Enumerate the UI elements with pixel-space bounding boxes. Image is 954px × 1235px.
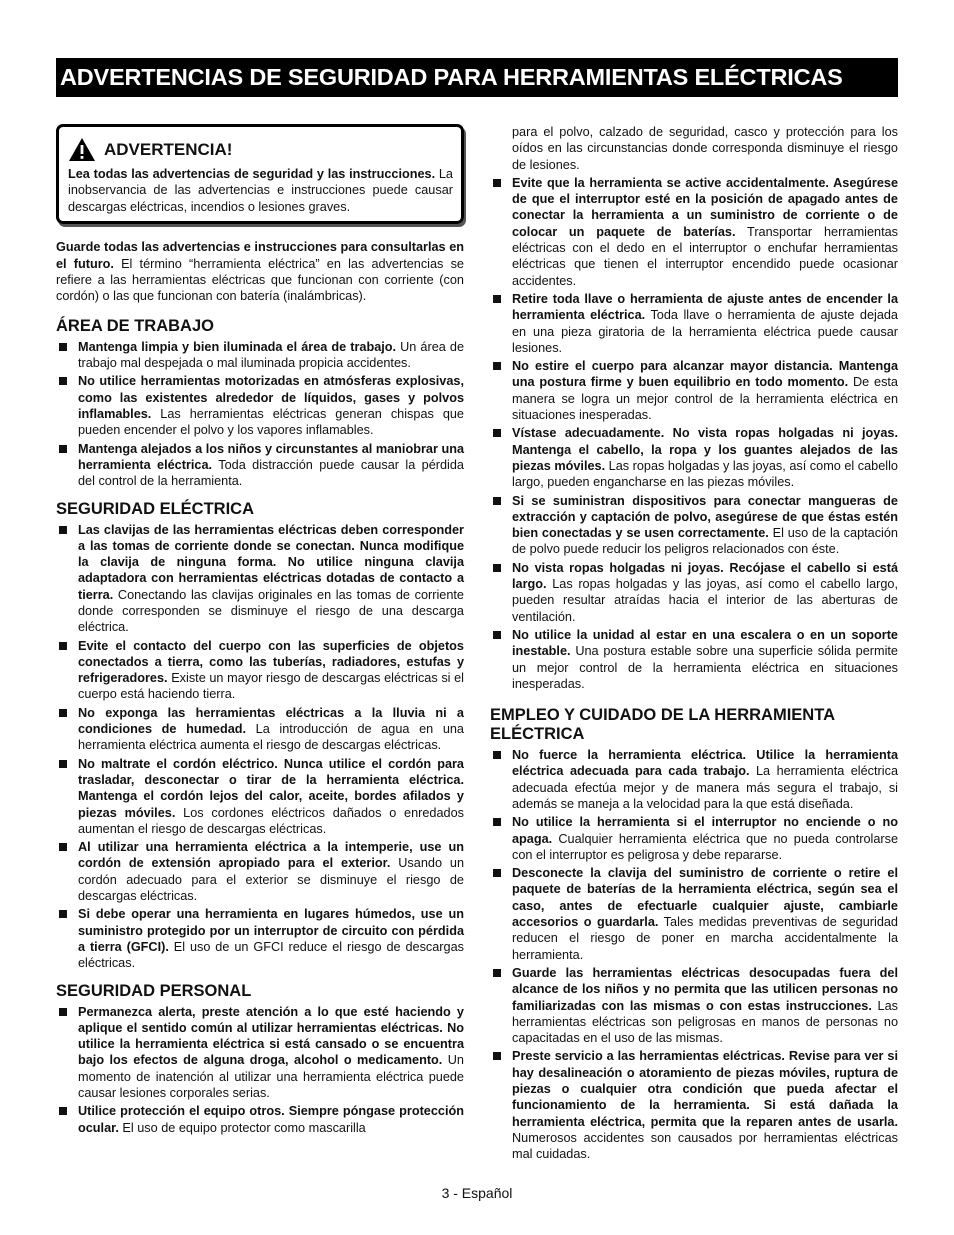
bullet-square-icon: [493, 969, 501, 977]
bullet-square-icon: [493, 564, 501, 572]
item-bold-text: Mantenga alejados a los niños y circunstantes al maniobrar una herramienta eléctrica.: [78, 441, 464, 472]
item-text: Un área de trabajo mal despejada o mal iluminada propicia accidentes.: [78, 339, 464, 371]
item-bold-text: Desconecte la clavija del suministro de corriente o retire el paquete de baterías de la herramienta eléctrica, según sea el caso, antes de efectuarle cualquier ajuste, cambiarle accesorios o guardarla.: [512, 866, 898, 930]
item-text: Tales medidas preventivas de seguridad reducen el riesgo de poner en marcha accidentalmente la herramienta.: [512, 915, 898, 962]
list-item: [490, 425, 898, 490]
left-column: [56, 124, 464, 1138]
list-item: [490, 175, 898, 289]
item-text: Las ropas holgadas y las joyas, así como el cabello largo, pueden engancharse en las piezas móviles.: [512, 458, 898, 490]
bullet-square-icon: [59, 445, 67, 453]
item-bold-text: No maltrate el cordón eléctrico. Nunca utilice el cordón para trasladar, desconectar o tirar de la herramienta eléctrica. Mantenga el cordón lejos del calor, aceite, bordes afilados y piezas móviles.: [78, 756, 464, 820]
bullet-square-icon: [493, 631, 501, 639]
right-column: [490, 124, 898, 1165]
list-item: [490, 814, 898, 863]
item-text: La herramienta eléctrica adecuada efectúa mejor y de manera más segura el trabajo, si además se maneja a la velocidad para la que está diseñada.: [512, 764, 898, 811]
bullet-square-icon: [59, 1008, 67, 1016]
bullet-square-icon: [59, 642, 67, 650]
list-item: [56, 756, 464, 837]
item-bold-text: Si se suministran dispositivos para conectar mangueras de extracción y captación de polvo, asegúrese de que éstas estén bien conectadas y se usen correctamente.: [512, 493, 898, 541]
item-bold-text: Evite el contacto del cuerpo con las superficies de objetos conectados a tierra, como las tuberías, radiadores, estufas y refrigeradores.: [78, 638, 464, 686]
item-bold-text: No fuerce la herramienta eléctrica. Utilice la herramienta eléctrica adecuada para cada trabajo.: [512, 748, 898, 779]
item-text: El uso de la captación de polvo puede reducir los peligros relacionados con éste.: [512, 526, 898, 557]
item-text: Toda llave o herramienta de ajuste dejada en una pieza giratoria de la herramienta eléctrica puede causar lesiones.: [512, 308, 898, 355]
list-item: [56, 839, 464, 904]
list-item: [56, 441, 464, 490]
item-text: Conectando las clavijas originales en las tomas de corriente donde corresponden se disminuye el riesgo de una descarga eléctrica.: [78, 587, 464, 635]
list-item: [490, 560, 898, 625]
item-text: Las ropas holgadas y las joyas, así como el cabello largo, pueden resultar atraídas hacia el interior de las aberturas de ventilación.: [512, 577, 898, 624]
item-bold-text: Si debe operar una herramienta en lugares húmedos, use un suministro protegido por un interruptor de circuito con pérdida a tierra (GFCI).: [78, 907, 464, 954]
heading-seguridad-personal: SEGURIDAD PERSONAL: [56, 981, 252, 1000]
list-item: [56, 638, 464, 703]
title-bar: [56, 58, 898, 97]
item-bold-text: Utilice protección el equipo otros. Siempre póngase protección ocular.: [78, 1104, 464, 1135]
list-empleo-cuidado: [490, 747, 898, 1162]
list-item: [56, 1004, 464, 1102]
item-bold-text: Las clavijas de las herramientas eléctricas deben corresponder a las tomas de corriente donde se conectan. Nunca modifique la clavija de ninguna forma. No utilice ninguna clavija adaptadora con herramientas eléctricas dotadas de contacto a tierra.: [78, 522, 464, 602]
list-item: [56, 705, 464, 754]
list-area-trabajo: [56, 339, 464, 490]
item-text: El uso de un GFCI reduce el riesgo de descargas eléctricas.: [78, 939, 464, 971]
warning-box: [56, 124, 464, 224]
warning-triangle-icon: [68, 137, 96, 162]
list-seguridad-electrica: [56, 522, 464, 972]
item-text: Cualquier herramienta eléctrica que no pueda controlarse con el interruptor es peligrosa y debe repararse.: [512, 831, 898, 862]
heading-seguridad-electrica: SEGURIDAD ELÉCTRICA: [56, 499, 255, 518]
list-item: [490, 358, 898, 423]
list-item: [56, 906, 464, 971]
warning-title: ADVERTENCIA!: [104, 139, 233, 159]
item-bold-text: Permanezca alerta, preste atención a lo que esté haciendo y aplique el sentido común al utilizar herramientas eléctricas. No utilice la herramienta eléctrica si está cansado o se encuentra bajo los efectos de alguna droga, alcohol o medicamento.: [78, 1004, 464, 1068]
list-item: [490, 865, 898, 963]
bullet-square-icon: [493, 869, 501, 877]
item-bold-text: No utilice herramientas motorizadas en atmósferas explosivas, como las existentes alrededor de líquidos, gases y polvos inflamables.: [78, 374, 464, 422]
warning-normal: La inobservancia de las advertencias e instrucciones puede causar descargas eléctricas, incendios o lesiones graves.: [68, 167, 453, 214]
item-text: La introducción de agua en una herramienta eléctrica aumenta el riesgo de descargas eléctricas.: [78, 722, 464, 753]
list-seguridad-personal-cont: [490, 175, 898, 692]
bullet-square-icon: [59, 526, 67, 534]
item-text: Toda distracción puede causar la pérdida del control de la herramienta.: [78, 457, 464, 489]
item-text: Transportar herramientas eléctricas con el dedo en el interruptor o enchufar herramientas eléctricas que tienen el interruptor encendido puede ocasionar accidentes.: [512, 224, 899, 288]
list-item: [56, 373, 464, 438]
list-item: [490, 627, 898, 692]
item-bold-text: No utilice la herramienta si el interruptor no enciende o no apaga.: [512, 815, 898, 846]
bullet-square-icon: [493, 295, 501, 303]
item-text: De esta manera se logra un mejor control de la herramienta eléctrica en situaciones inesperadas.: [512, 375, 898, 423]
list-item: [490, 291, 898, 356]
item-text: Las herramientas eléctricas generan chispas que pueden encender el polvo y los vapores inflamables.: [78, 407, 464, 438]
bullet-square-icon: [59, 1107, 67, 1115]
list-item: [490, 1048, 898, 1162]
item-text: Una postura estable sobre una superficie sólida permite un mejor control de la herramienta eléctrica en situaciones inesperadas.: [512, 644, 898, 691]
intro-paragraph: [56, 239, 464, 305]
list-item: [56, 339, 464, 372]
list-item: [490, 965, 898, 1046]
item-text: Un momento de inatención al utilizar una herramienta eléctrica puede causar lesiones corporales serias.: [78, 1053, 464, 1101]
bullet-square-icon: [493, 362, 501, 370]
item-bold-text: Preste servicio a las herramientas eléctricas. Revise para ver si hay desalineación o atoramiento de piezas móviles, ruptura de piezas o cualquier otra condición que pueda afectar el funcionamiento de la herramienta. Si está dañada la herramienta eléctrica, permita que la reparen antes de usarla.: [512, 1049, 898, 1129]
item-text: Las herramientas eléctricas son peligrosas en manos de personas no capacitadas en el uso de las mismas.: [512, 998, 898, 1046]
item-bold-text: Retire toda llave o herramienta de ajuste antes de encender la herramienta eléctrica.: [512, 291, 898, 323]
page-footer: 3 - Español: [441, 1185, 513, 1201]
bullet-square-icon: [493, 179, 501, 187]
item-bold-text: Mantenga limpia y bien iluminada el área de trabajo.: [78, 339, 397, 354]
list-item: [56, 1103, 464, 1136]
warning-bold: Lea todas las advertencias de seguridad y las instrucciones.: [68, 167, 436, 181]
bullet-square-icon: [493, 818, 501, 826]
bullet-square-icon: [59, 709, 67, 717]
intro-text: El término “herramienta eléctrica” en las advertencias se refiere a las herramientas eléctricas que funcionan con corriente (con cordón) o las que funcionan con batería (inalámbricas).: [56, 256, 464, 304]
bullet-square-icon: [59, 760, 67, 768]
bullet-square-icon: [493, 1052, 501, 1060]
item-bold-text: No vista ropas holgadas ni joyas. Recójase el cabello si está largo.: [512, 560, 898, 592]
item-text: Los cordones eléctricos dañados o enredados aumentan el riesgo de descargas eléctricas.: [78, 805, 464, 836]
list-seguridad-personal: [56, 1004, 464, 1136]
item-bold-text: No exponga las herramientas eléctricas a la lluvia ni a condiciones de humedad.: [78, 705, 464, 737]
item-text: Existe un mayor riesgo de descargas eléctricas si el cuerpo está haciendo tierra.: [78, 671, 464, 702]
bullet-square-icon: [493, 497, 501, 505]
item-text: El uso de equipo protector como mascarilla: [118, 1120, 366, 1135]
warning-text: [68, 166, 453, 215]
bullet-square-icon: [493, 429, 501, 437]
item-bold-text: Evite que la herramienta se active accidentalmente. Asegúrese de que el interruptor esté en la posición de apagado antes de conectar la herramienta a un suministro de corriente o de colocar un paquete de baterías.: [512, 175, 898, 239]
bullet-square-icon: [59, 343, 67, 351]
list-item: [490, 493, 898, 558]
warning-header: [68, 137, 453, 162]
item-text: Usando un cordón adecuado para el exterior se disminuye el riesgo de descargas eléctricas.: [78, 856, 464, 904]
page-title: ADVERTENCIAS DE SEGURIDAD PARA HERRAMIENTAS ELÉCTRICAS: [60, 64, 843, 90]
heading-empleo-cuidado: EMPLEO Y CUIDADO DE LA HERRAMIENTA ELÉCTRICA: [490, 706, 835, 744]
bullet-square-icon: [59, 910, 67, 918]
heading-area-trabajo: ÁREA DE TRABAJO: [56, 316, 214, 335]
list-item: [56, 522, 464, 636]
item-text: Numerosos accidentes son causados por herramientas eléctricas mal cuidadas.: [512, 1130, 898, 1162]
intro-bold: Guarde todas las advertencias e instrucciones para consultarlas en el futuro.: [56, 240, 464, 271]
item-bold-text: No utilice la unidad al estar en una escalera o en un soporte inestable.: [512, 627, 898, 659]
continued-text: para el polvo, calzado de seguridad, casco y protección para los oídos en las circunstancias donde corresponda disminuye el riesgo de lesiones.: [512, 125, 898, 172]
list-item: [490, 747, 898, 812]
item-bold-text: Al utilizar una herramienta eléctrica a la intemperie, use un cordón de extensión apropiado para el exterior.: [78, 840, 464, 871]
item-bold-text: No estire el cuerpo para alcanzar mayor distancia. Mantenga una postura firme y buen equilibrio en todo momento.: [512, 359, 898, 390]
bullet-square-icon: [59, 377, 67, 385]
item-bold-text: Vístase adecuadamente. No vista ropas holgadas ni joyas. Mantenga el cabello, la ropa y los guantes alejados de las piezas móviles.: [512, 426, 898, 473]
bullet-square-icon: [493, 751, 501, 759]
item-bold-text: Guarde las herramientas eléctricas desocupadas fuera del alcance de los niños y no permita que las utilicen personas no familiarizadas con las mismas o con estas instrucciones.: [512, 965, 898, 1013]
bullet-square-icon: [59, 843, 67, 851]
